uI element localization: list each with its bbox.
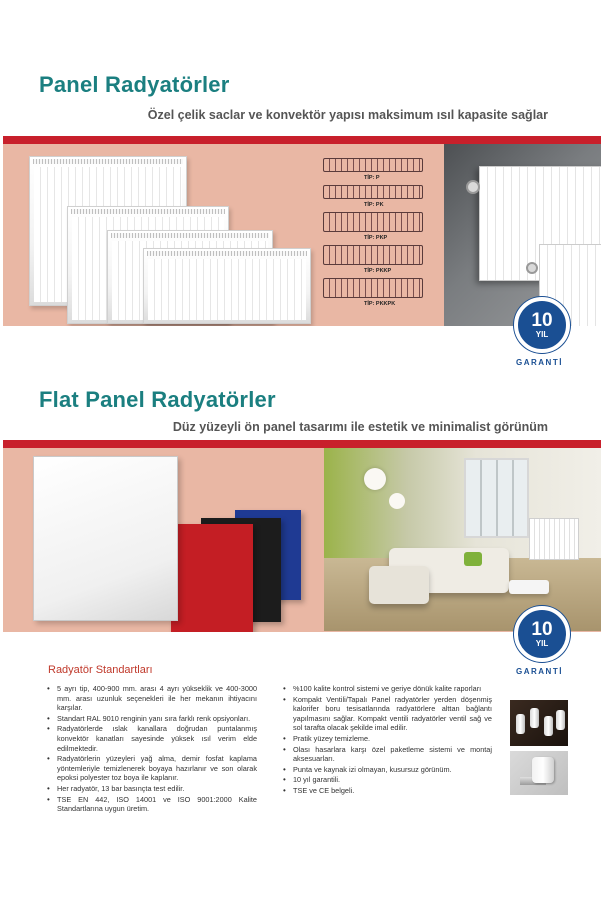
list-item: • Standart RAL 9010 renginin yanı sıra farklı renk opsiyonları.: [47, 714, 257, 724]
living-room-photo: [324, 448, 601, 631]
band-stripe: [3, 440, 601, 448]
list-item: • 5 ayrı tip, 400-900 mm. arası 4 ayrı yükseklik ve 400-3000 mm. arası uzunluk seçenekleri ile her mekanın ihtiyacını karşılar.: [47, 684, 257, 713]
list-item: • Her radyatör, 13 bar basınçta test edilir.: [47, 784, 257, 794]
section2-subtitle: Düz yüzeyli ön panel tasarımı ile estetik ve minimalist görünüm: [172, 420, 548, 434]
warranty-badge-2: 10 YIL: [514, 606, 570, 662]
section1-title: Panel Radyatörler: [39, 72, 230, 97]
schematic-type-pkkpk: TİP: PKKPK: [323, 278, 423, 298]
list-item: • Radyatörlerin yüzeyleri yağ alma, demir fosfat kaplama yöntemleriyle temizlenerek boyaya hazırlanır ve son olarak epoksi polyester toz boya ile kaplanır.: [47, 754, 257, 783]
schematic-type-pkp: TİP: PKP: [323, 212, 423, 232]
radiator-closeup-photo: [444, 144, 601, 326]
list-item: • Punta ve kaynak izi olmayan, kusursuz görünüm.: [283, 765, 492, 775]
radiator-type-schematic: [323, 158, 425, 311]
list-item: • Olası hasarlara karşı özel paketleme sistemi ve montaj aksesuarları.: [283, 745, 492, 764]
warranty-caption: GARANTİ: [516, 358, 563, 367]
section1-subtitle: Özel çelik saclar ve konvektör yapısı maksimum ısıl kapasite sağlar: [147, 108, 548, 122]
list-item: • TSE EN 442, ISO 14001 ve ISO 9001:2000 Kalite Standartlarına uygun üretim.: [47, 795, 257, 814]
schematic-type-pkkp: TİP: PKKP: [323, 245, 423, 265]
valve-parts-photo: [510, 700, 568, 746]
section2-title: Flat Panel Radyatörler: [39, 387, 276, 412]
flat-panel-white: [33, 456, 178, 621]
standards-list-right: [283, 684, 492, 797]
warranty-caption-2: GARANTİ: [516, 667, 563, 676]
list-item: • Kompakt Ventili/Tapalı Panel radyatörler yerden döşenmiş kalorifer boru tesisatlarında radyatörlere alttan bağlantı yapılmasını sağlar. Kompakt ventili radyatörler ventil sağ ve sol tarafta olacak şekilde imal edilir.: [283, 695, 492, 733]
flat-panel-red: [171, 524, 253, 632]
list-item: • Pratik yüzey temizleme.: [283, 734, 492, 744]
band-stripe: [3, 136, 601, 144]
list-item: • %100 kalite kontrol sistemi ve geriye dönük kalite raporları: [283, 684, 492, 694]
panel-radiator-band: [3, 136, 601, 326]
list-item: • TSE ve CE belgeli.: [283, 786, 492, 796]
standards-heading: Radyatör Standartları: [48, 664, 153, 676]
standards-list-left: [47, 684, 257, 815]
schematic-type-p: TİP: P: [323, 158, 423, 172]
list-item: • 10 yıl garantili.: [283, 775, 492, 785]
schematic-type-pk: TİP: PK: [323, 185, 423, 199]
thermostatic-valve-photo: [510, 751, 568, 795]
flat-panel-band: [3, 440, 601, 632]
radiator-low: [143, 248, 311, 324]
warranty-badge: 10 YIL: [514, 297, 570, 353]
list-item: • Radyatörlerde ıslak kanallara doğrudan puntalanmış konvektör kanatları sayesinde yüksek ısıl verim elde edilmektedir.: [47, 724, 257, 753]
